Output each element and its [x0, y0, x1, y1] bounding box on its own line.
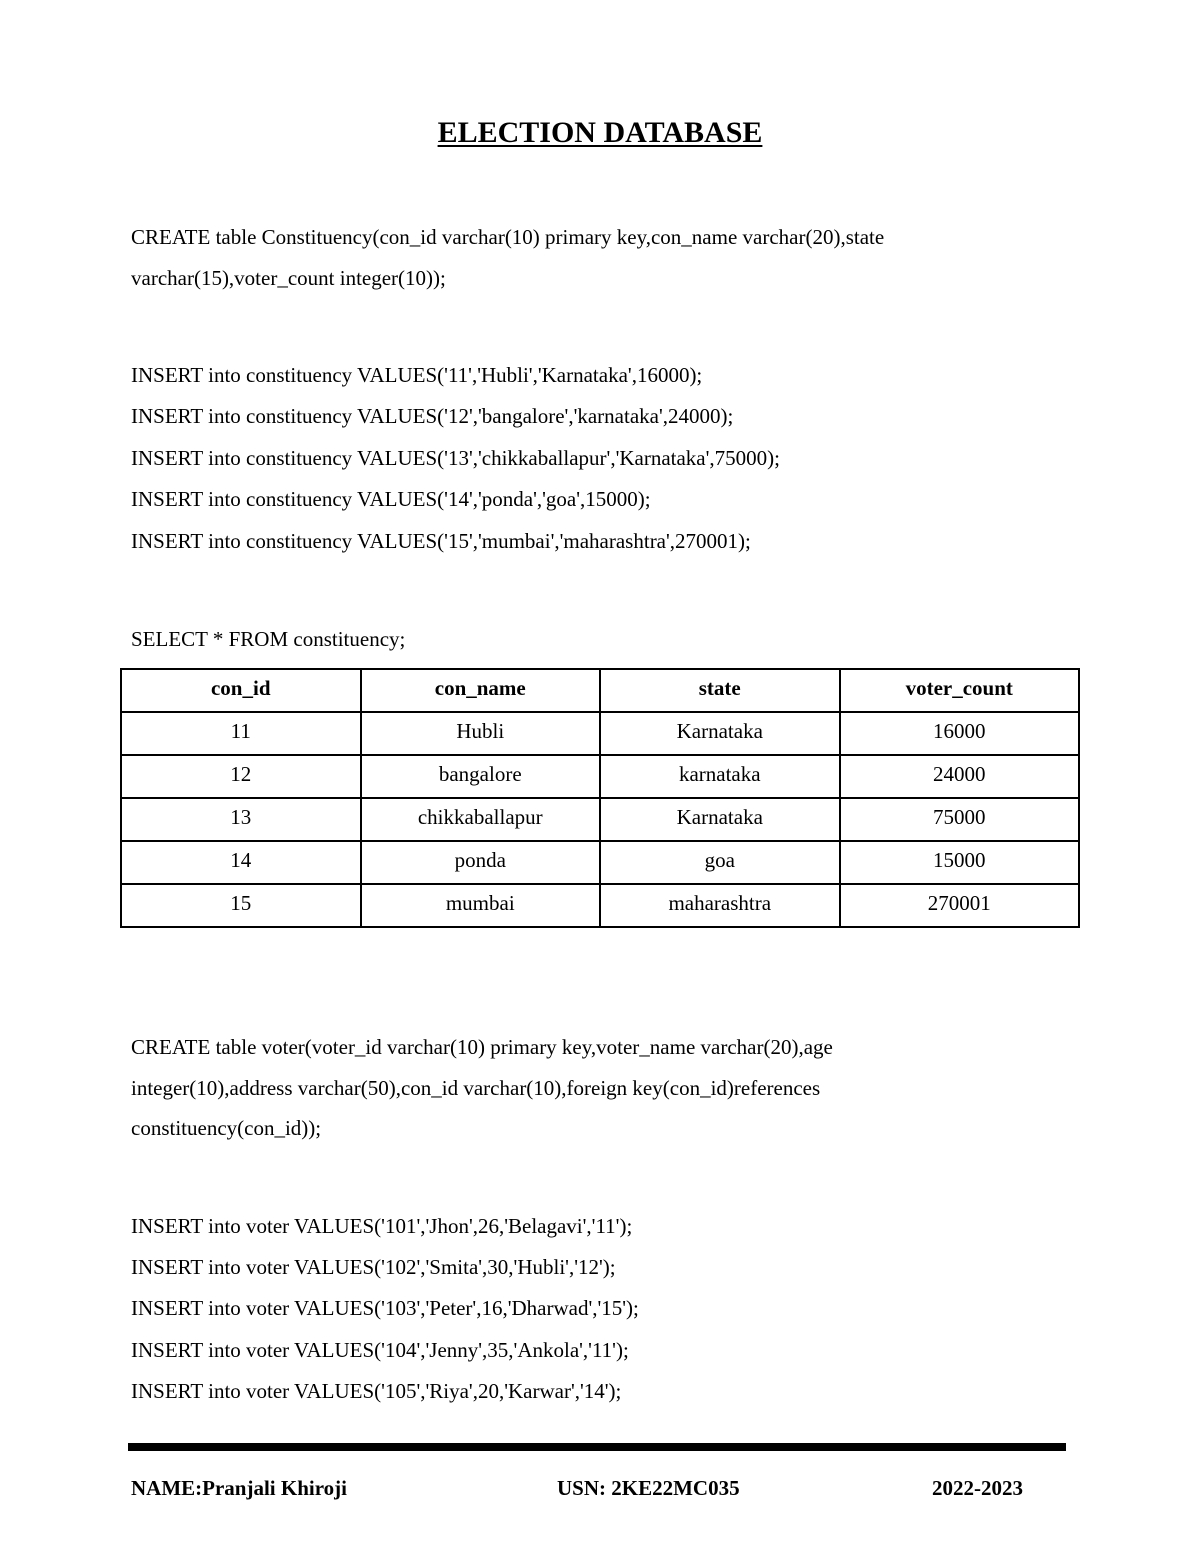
- column-header: con_id: [121, 669, 361, 712]
- table-cell: karnataka: [600, 755, 840, 798]
- table-cell: mumbai: [361, 884, 601, 927]
- column-header: con_name: [361, 669, 601, 712]
- insert-constituency-line: INSERT into constituency VALUES('15','mumbai','maharashtra',270001);: [131, 529, 751, 553]
- results-table: [120, 668, 1080, 928]
- insert-constituency-line: INSERT into constituency VALUES('14','ponda','goa',15000);: [131, 487, 651, 511]
- table-row: [121, 798, 1079, 841]
- table-cell: 16000: [840, 712, 1080, 755]
- insert-constituency-line: INSERT into constituency VALUES('13','chikkaballapur','Karnataka',75000);: [131, 446, 780, 470]
- insert-constituency-line: INSERT into constituency VALUES('12','bangalore','karnataka',24000);: [131, 404, 734, 428]
- insert-voter-line: INSERT into voter VALUES('101','Jhon',26,'Belagavi','11');: [131, 1214, 633, 1238]
- footer-divider: [128, 1443, 1066, 1451]
- footer-name: NAME:Pranjali Khiroji: [131, 1476, 348, 1500]
- insert-voter-line: INSERT into voter VALUES('104','Jenny',35,'Ankola','11');: [131, 1338, 629, 1362]
- insert-voter-line: INSERT into voter VALUES('103','Peter',16,'Dharwad','15');: [131, 1296, 639, 1320]
- insert-constituency-line: INSERT into constituency VALUES('11','Hubli','Karnataka',16000);: [131, 363, 703, 387]
- table-row: [121, 712, 1079, 755]
- insert-voter-line: INSERT into voter VALUES('105','Riya',20,'Karwar','14');: [131, 1379, 622, 1403]
- table-cell: 11: [121, 712, 361, 755]
- table-cell: 24000: [840, 755, 1080, 798]
- table-cell: 270001: [840, 884, 1080, 927]
- table-cell: Karnataka: [600, 798, 840, 841]
- table-row: [121, 841, 1079, 884]
- table-cell: bangalore: [361, 755, 601, 798]
- table-cell: goa: [600, 841, 840, 884]
- table-header-row: [121, 669, 1079, 712]
- table-cell: 75000: [840, 798, 1080, 841]
- create-voter-line: constituency(con_id));: [131, 1116, 322, 1140]
- footer-usn: USN: 2KE22MC035: [557, 1476, 740, 1500]
- create-voter-line: CREATE table voter(voter_id varchar(10) primary key,voter_name varchar(20),age: [131, 1035, 833, 1059]
- create-constituency-line: varchar(15),voter_count integer(10));: [131, 266, 446, 290]
- column-header: voter_count: [840, 669, 1080, 712]
- table-row: [121, 755, 1079, 798]
- table-cell: ponda: [361, 841, 601, 884]
- create-voter-line: integer(10),address varchar(50),con_id varchar(10),foreign key(con_id)references: [131, 1076, 821, 1100]
- page-title: ELECTION DATABASE: [437, 116, 763, 149]
- table-cell: Karnataka: [600, 712, 840, 755]
- table-cell: 14: [121, 841, 361, 884]
- table-cell: 12: [121, 755, 361, 798]
- table-cell: Hubli: [361, 712, 601, 755]
- footer-year: 2022-2023: [932, 1476, 1023, 1500]
- column-header: state: [600, 669, 840, 712]
- table-cell: 13: [121, 798, 361, 841]
- create-constituency-line: CREATE table Constituency(con_id varchar(10) primary key,con_name varchar(20),state: [131, 225, 885, 249]
- table-row: [121, 884, 1079, 927]
- insert-voter-line: INSERT into voter VALUES('102','Smita',30,'Hubli','12');: [131, 1255, 616, 1279]
- table-cell: 15: [121, 884, 361, 927]
- select-query: SELECT * FROM constituency;: [131, 627, 406, 651]
- table-cell: maharashtra: [600, 884, 840, 927]
- table-cell: 15000: [840, 841, 1080, 884]
- table-cell: chikkaballapur: [361, 798, 601, 841]
